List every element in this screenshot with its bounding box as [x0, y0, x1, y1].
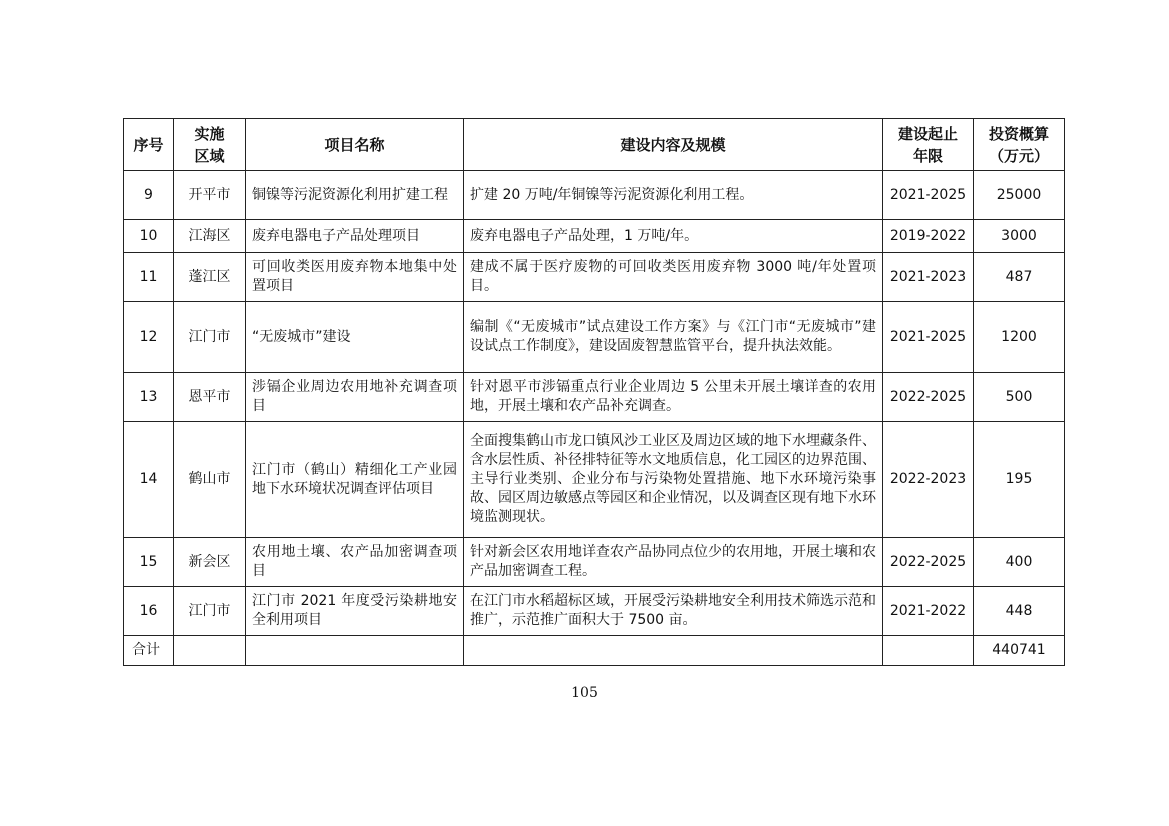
cell-invest: 25000 [974, 171, 1065, 220]
cell-area: 江门市 [174, 302, 246, 373]
cell-area: 开平市 [174, 171, 246, 220]
cell-empty [464, 636, 883, 666]
table-row [124, 220, 1065, 253]
cell-period: 2021-2025 [883, 171, 974, 220]
cell-content: 扩建 20 万吨/年铜镍等污泥资源化利用工程。 [464, 171, 883, 220]
cell-empty [883, 636, 974, 666]
cell-name: “无废城市”建设 [246, 302, 464, 373]
cell-name: 农用地土壤、农产品加密调查项目 [246, 538, 464, 587]
cell-invest: 3000 [974, 220, 1065, 253]
cell-area: 恩平市 [174, 373, 246, 422]
cell-area: 鹤山市 [174, 422, 246, 538]
cell-content: 建成不属于医疗废物的可回收类医用废弃物 3000 吨/年处置项目。 [464, 253, 883, 302]
header-seq: 序号 [124, 119, 174, 171]
cell-seq: 11 [124, 253, 174, 302]
cell-content: 废弃电器电子产品处理，1 万吨/年。 [464, 220, 883, 253]
table-row [124, 587, 1065, 636]
cell-invest: 487 [974, 253, 1065, 302]
cell-period: 2022-2025 [883, 373, 974, 422]
cell-period: 2021-2023 [883, 253, 974, 302]
page-number: 105 [571, 685, 598, 701]
cell-name: 废弃电器电子产品处理项目 [246, 220, 464, 253]
cell-seq: 9 [124, 171, 174, 220]
cell-area: 江门市 [174, 587, 246, 636]
cell-content: 全面搜集鹤山市龙口镇风沙工业区及周边区域的地下水埋藏条件、含水层性质、补径排特征等水文地质信息，化工园区的边界范围、主导行业类别、企业分布与污染物处置措施、地下水环境污染事故、园区周边敏感点等园区和企业情况，以及调查区现有地下水环境监测现状。 [464, 422, 883, 538]
header-period: 建设起止 年限 [883, 119, 974, 171]
cell-invest: 400 [974, 538, 1065, 587]
cell-name: 可回收类医用废弃物本地集中处置项目 [246, 253, 464, 302]
table-row [124, 422, 1065, 538]
cell-area: 蓬江区 [174, 253, 246, 302]
cell-seq: 14 [124, 422, 174, 538]
cell-name: 铜镍等污泥资源化利用扩建工程 [246, 171, 464, 220]
cell-empty [174, 636, 246, 666]
header-area: 实施 区域 [174, 119, 246, 171]
cell-seq: 15 [124, 538, 174, 587]
header-name: 项目名称 [246, 119, 464, 171]
cell-invest: 500 [974, 373, 1065, 422]
cell-invest: 448 [974, 587, 1065, 636]
cell-period: 2021-2022 [883, 587, 974, 636]
cell-name: 江门市（鹤山）精细化工产业园地下水环境状况调查评估项目 [246, 422, 464, 538]
cell-invest: 195 [974, 422, 1065, 538]
cell-empty [246, 636, 464, 666]
cell-period: 2022-2023 [883, 422, 974, 538]
total-label: 合计 [124, 636, 174, 666]
cell-invest: 1200 [974, 302, 1065, 373]
table-row [124, 171, 1065, 220]
cell-seq: 10 [124, 220, 174, 253]
header-invest: 投资概算 （万元） [974, 119, 1065, 171]
cell-seq: 13 [124, 373, 174, 422]
cell-period: 2022-2025 [883, 538, 974, 587]
table-row [124, 373, 1065, 422]
header-content: 建设内容及规模 [464, 119, 883, 171]
table-total-row [124, 636, 1065, 666]
table-header-row [124, 119, 1065, 171]
cell-content: 针对新会区农用地详查农产品协同点位少的农用地，开展土壤和农产品加密调查工程。 [464, 538, 883, 587]
cell-area: 江海区 [174, 220, 246, 253]
cell-area: 新会区 [174, 538, 246, 587]
cell-period: 2021-2025 [883, 302, 974, 373]
project-table [123, 118, 1065, 666]
cell-name: 江门市 2021 年度受污染耕地安全利用项目 [246, 587, 464, 636]
cell-content: 针对恩平市涉镉重点行业企业周边 5 公里未开展土壤详查的农用地，开展土壤和农产品补充调查。 [464, 373, 883, 422]
table-row [124, 302, 1065, 373]
table-row [124, 253, 1065, 302]
table-row [124, 538, 1065, 587]
cell-name: 涉镉企业周边农用地补充调查项目 [246, 373, 464, 422]
cell-content: 编制《“无废城市”试点建设工作方案》与《江门市“无废城市”建设试点工作制度》，建设固废智慧监管平台，提升执法效能。 [464, 302, 883, 373]
cell-content: 在江门市水稻超标区域，开展受污染耕地安全利用技术筛选示范和推广，示范推广面积大于 7500 亩。 [464, 587, 883, 636]
total-invest: 440741 [974, 636, 1065, 666]
cell-seq: 12 [124, 302, 174, 373]
cell-seq: 16 [124, 587, 174, 636]
cell-period: 2019-2022 [883, 220, 974, 253]
